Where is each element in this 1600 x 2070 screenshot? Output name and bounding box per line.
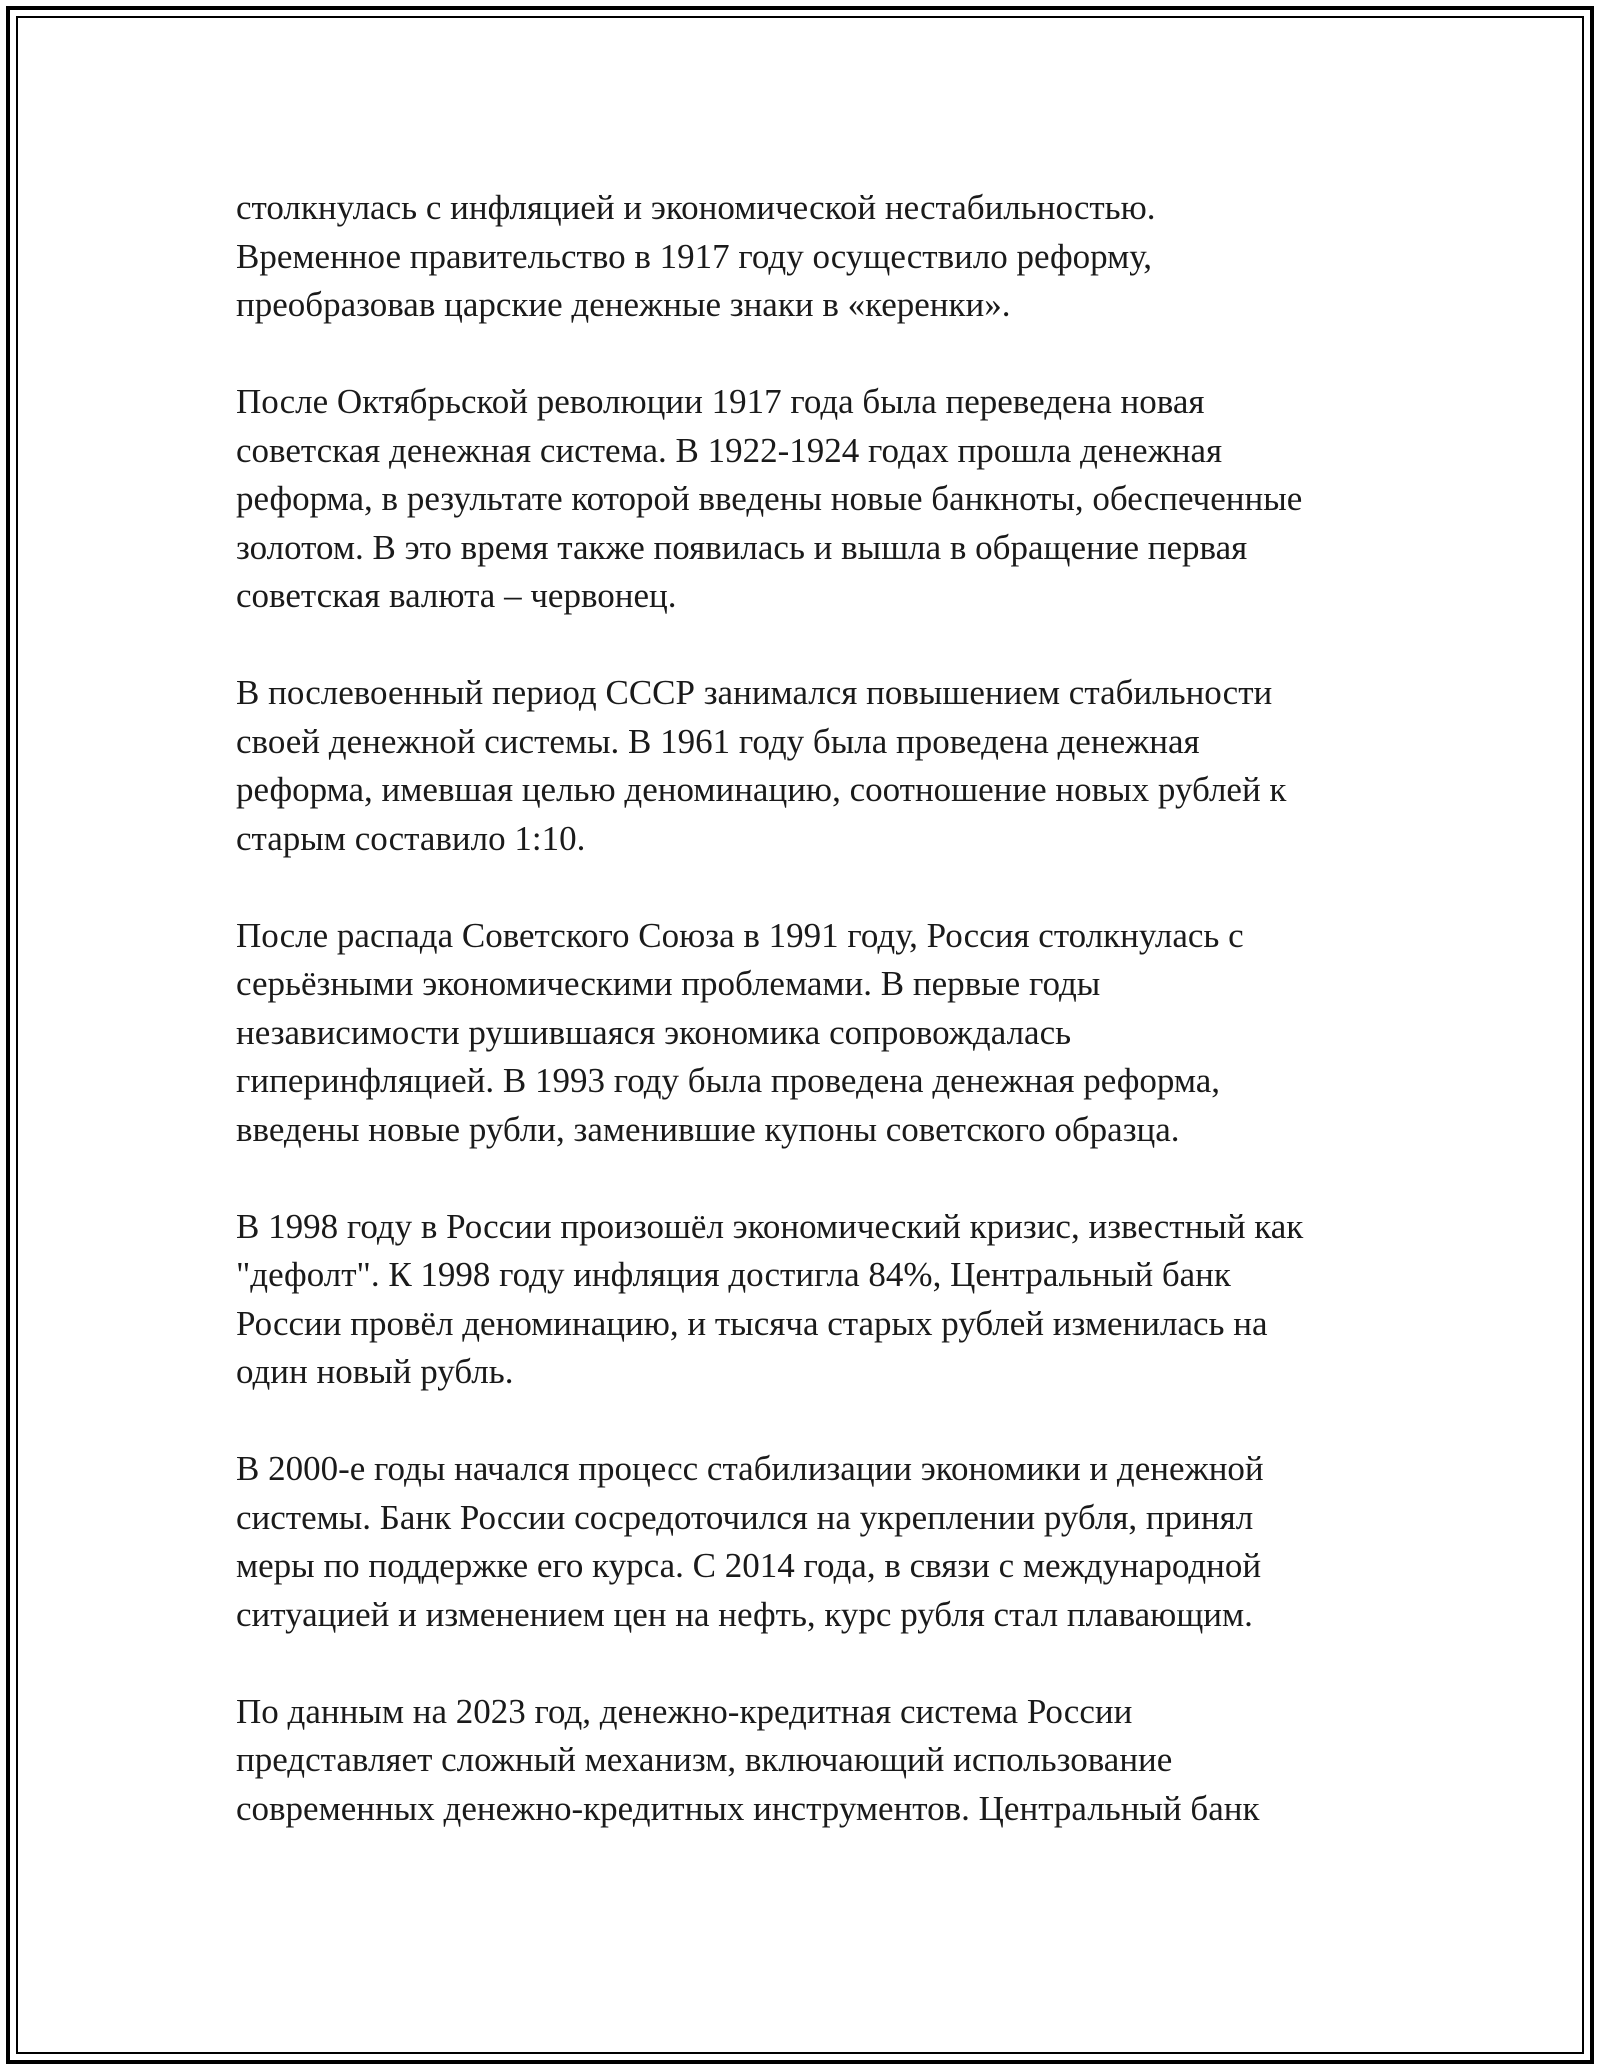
paragraph: [236, 1688, 1386, 1834]
document-body: [236, 184, 1386, 1833]
text-line: советская денежная система. В 1922-1924 годах прошла денежная: [236, 430, 1223, 470]
text-line: серьёзными экономическими проблемами. В первые годы: [236, 964, 1101, 1003]
text-line: представляет сложный механизм, включающий использование: [236, 1740, 1173, 1779]
text-line: столкнулась с инфляцией и экономической нестабильностью.: [236, 188, 1156, 227]
text-line: системы. Банк России сосредоточился на укреплении рубля, принял: [236, 1497, 1254, 1537]
text-line: один новый рубль.: [236, 1352, 514, 1391]
paragraph: [236, 1203, 1386, 1397]
text-line: своей денежной системы. В 1961 году была проведена денежная: [236, 721, 1200, 761]
text-line: меры по поддержке его курса. С 2014 года, в связи с международной: [236, 1546, 1262, 1585]
text-line: После Октябрьской революции 1917 года была переведена новая: [236, 382, 1205, 421]
text-line: реформа, в результате которой введены новые банкноты, обеспеченные: [236, 479, 1303, 518]
text-line: преобразовав царские денежные знаки в «керенки».: [236, 285, 1011, 324]
text-line: В 1998 году в России произошёл экономический кризис, известный как: [236, 1206, 1304, 1246]
text-line: старым составило 1:10.: [236, 818, 586, 858]
paragraph: [236, 669, 1386, 863]
paragraph: [236, 1445, 1386, 1639]
text-line: Временное правительство в 1917 году осуществило реформу,: [236, 236, 1153, 276]
text-line: гиперинфляцией. В 1993 году была проведена денежная реформа,: [236, 1061, 1221, 1100]
paragraph: [236, 184, 1386, 330]
text-line: реформа, имевшая целью деноминацию, соотношение новых рублей к: [236, 770, 1287, 809]
text-line: независимости рушившаяся экономика сопровождалась: [236, 1012, 1072, 1052]
text-line: В послевоенный период СССР занимался повышением стабильности: [236, 673, 1273, 712]
text-line: После распада Советского Союза в 1991 году, Россия столкнулась с: [236, 915, 1244, 955]
text-line: советская валюта – червонец.: [236, 576, 677, 615]
text-line: "дефолт". К 1998 году инфляция достигла 84%, Центральный банк: [236, 1255, 1231, 1294]
text-line: В 2000-е годы начался процесс стабилизации экономики и денежной: [236, 1449, 1264, 1488]
text-line: современных денежно-кредитных инструментов. Центральный банк: [236, 1788, 1260, 1828]
text-line: ситуацией и изменением цен на нефть, курс рубля стал плавающим.: [236, 1594, 1253, 1634]
text-line: введены новые рубли, заменившие купоны советского образца.: [236, 1109, 1180, 1149]
text-line: золотом. В это время также появилась и вышла в обращение первая: [236, 527, 1248, 567]
paragraph: [236, 912, 1386, 1155]
text-line: По данным на 2023 год, денежно-кредитная система России: [236, 1691, 1133, 1731]
text-line: России провёл деноминацию, и тысяча старых рублей изменилась на: [236, 1303, 1268, 1343]
paragraph: [236, 378, 1386, 621]
